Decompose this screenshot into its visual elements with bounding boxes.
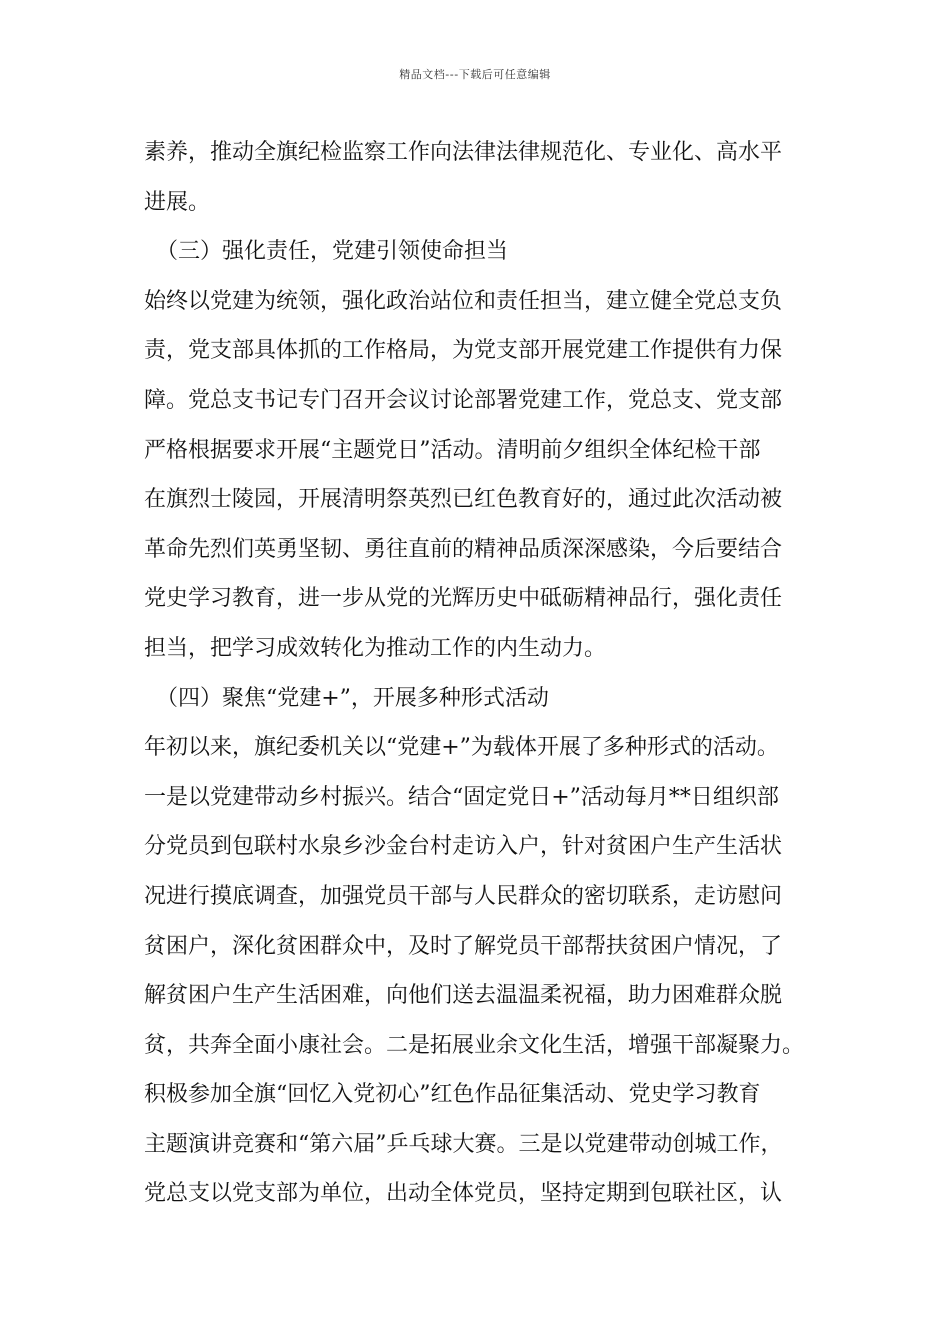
text-line: 分党员到包联村水泉乡沙金台村走访入户，针对贫困户生产生活状 bbox=[144, 834, 783, 860]
text-line: 贫，共奔全面小康社会。二是拓展业余文化生活，增强干部凝聚力。 bbox=[144, 1032, 805, 1058]
text-line: 始终以党建为统领，强化政治站位和责任担当，建立健全党总支负 bbox=[144, 288, 783, 314]
section-heading: （四）聚焦“党建+”，开展多种形式活动 bbox=[156, 685, 549, 711]
text-line: 素养，推动全旗纪检监察工作向法律法律规范化、专业化、高水平 bbox=[144, 140, 783, 165]
text-line: 积极参加全旗“回忆入党初心”红色作品征集活动、党史学习教育 bbox=[144, 1082, 761, 1108]
text-line: 年初以来，旗纪委机关以“党建+”为载体开展了多种形式的活动。 bbox=[144, 735, 779, 761]
text-line: 责，党支部具体抓的工作格局，为党支部开展党建工作提供有力保 bbox=[144, 338, 783, 364]
text-line: 况进行摸底调查，加强党员干部与人民群众的密切联系，走访慰问 bbox=[144, 883, 783, 909]
text-line: 贫困户，深化贫困群众中，及时了解党员干部帮扶贫困户情况，了 bbox=[144, 933, 783, 959]
text-line: 一是以党建带动乡村振兴。结合“固定党日+”活动每月**日组织部 bbox=[144, 784, 779, 810]
text-line: 进展。 bbox=[144, 189, 211, 215]
text-line: 解贫困户生产生活困难，向他们送去温温柔祝福，助力困难群众脱 bbox=[144, 983, 783, 1009]
text-line: 党史学习教育，进一步从党的光辉历史中砥砺精神品行，强化责任 bbox=[144, 586, 783, 612]
document-body bbox=[144, 128, 834, 1219]
text-line: 革命先烈们英勇坚韧、勇往直前的精神品质深深感染，今后要结合 bbox=[144, 536, 783, 562]
text-line: 党总支以党支部为单位，出动全体党员，坚持定期到包联社区，认 bbox=[144, 1181, 783, 1207]
text-line: 障。党总支书记专门召开会议讨论部署党建工作，党总支、党支部 bbox=[144, 387, 783, 413]
text-line: 在旗烈士陵园，开展清明祭英烈已红色教育好的，通过此次活动被 bbox=[144, 487, 783, 513]
section-heading: （三）强化责任，党建引领使命担当 bbox=[156, 239, 509, 265]
text-line: 担当，把学习成效转化为推动工作的内生动力。 bbox=[144, 635, 607, 661]
text-line: 严格根据要求开展“主题党日”活动。清明前夕组织全体纪检干部 bbox=[144, 437, 761, 463]
page-header: 精品文档---下载后可任意编辑 bbox=[399, 68, 551, 81]
text-line: 主题演讲竞赛和“第六届”乒乓球大赛。三是以党建带动创城工作， bbox=[144, 1131, 783, 1157]
